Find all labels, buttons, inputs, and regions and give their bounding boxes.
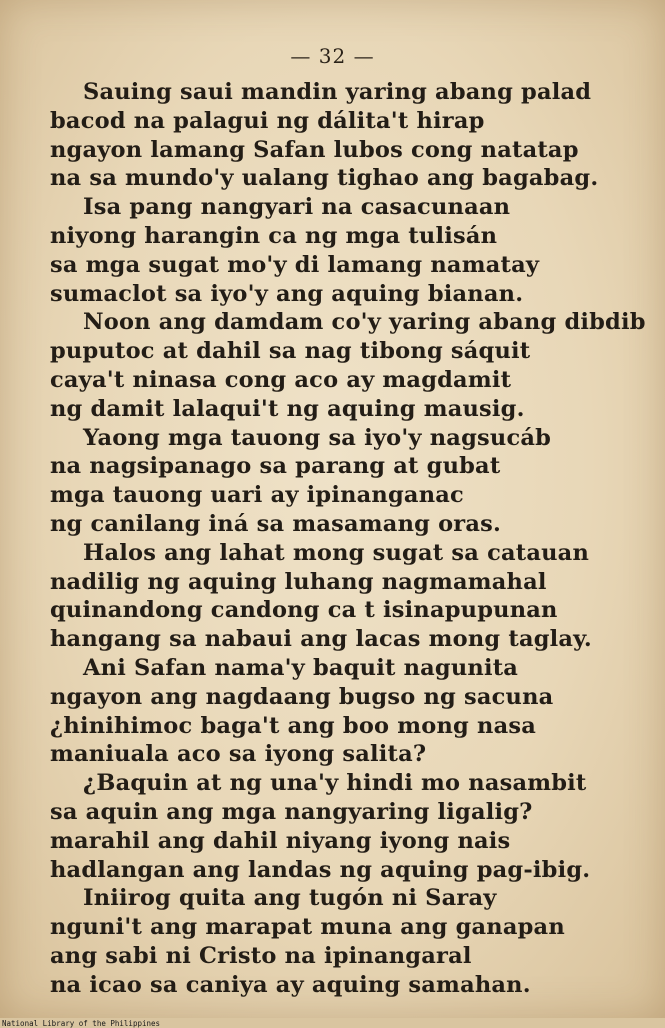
text-line: ¿hinihimoc baga't ang boo mong nasa <box>50 712 536 739</box>
text-line: ngayon lamang Safan lubos cong natatap <box>50 136 579 163</box>
text-line: Sauing saui mandin yaring abang palad <box>83 79 592 105</box>
text-line: ng damit lalaqui't ng aquing mausig. <box>50 395 525 422</box>
library-credit: National Library of the Philippines <box>2 1019 161 1028</box>
text-line: Noon ang damdam co'y yaring abang dibdib <box>83 309 646 336</box>
text-line: marahil ang dahil niyang iyong nais <box>50 827 511 854</box>
text-line: nguni't ang marapat muna ang ganapan <box>50 914 565 941</box>
text-line: na icao sa caniya ay aquing samahan. <box>50 971 531 998</box>
text-line: niyong harangin ca ng mga tulisán <box>50 222 498 249</box>
text-line: hangang sa nabaui ang lacas mong taglay. <box>50 626 592 653</box>
text-line: ¿Baquin at ng una'y hindi mo nasambit <box>83 770 587 797</box>
text-line: maniuala aco sa iyong salita? <box>50 741 427 768</box>
text-line: mga tauong uari ay ipinanganac <box>50 482 464 509</box>
text-line: quinandong candong ca t isinapupunan <box>50 597 558 624</box>
text-line: ngayon ang nagdaang bugso ng sacuna <box>50 683 554 710</box>
text-line: Ani Safan nama'y baquit nagunita <box>83 654 519 681</box>
text-line: nadilig ng aquing luhang nagmamahal <box>50 568 547 595</box>
poem-text <box>50 78 646 1000</box>
text-line: ng canilang iná sa masamang oras. <box>50 510 502 537</box>
text-line: sa aquin ang mga nangyaring ligalig? <box>50 798 533 825</box>
text-line: bacod na palagui ng dálita't hirap <box>50 107 485 134</box>
text-line: Halos ang lahat mong sugat sa catauan <box>83 539 590 566</box>
text-line: na nagsipanago sa parang at gubat <box>50 453 501 480</box>
text-line: Isa pang nangyari na casacunaan <box>83 194 511 221</box>
text-line: na sa mundo'y ualang tighao ang bagabag. <box>50 165 599 192</box>
text-line: sumaclot sa iyo'y ang aquing bianan. <box>50 280 524 307</box>
text-line: Yaong mga tauong sa iyo'y nagsucáb <box>83 424 552 451</box>
text-line: ang sabi ni Cristo na ipinangaral <box>50 942 472 969</box>
text-line: Iniirog quita ang tugón ni Saray <box>83 885 497 912</box>
page-number: — 32 — <box>290 44 375 68</box>
text-line: puputoc at dahil sa nag tibong sáquit <box>50 338 531 365</box>
text-line: caya't ninasa cong aco ay magdamit <box>50 366 512 393</box>
text-line: sa mga sugat mo'y di lamang namatay <box>50 251 540 278</box>
text-line: hadlangan ang landas ng aquing pag-ibig. <box>50 856 591 883</box>
